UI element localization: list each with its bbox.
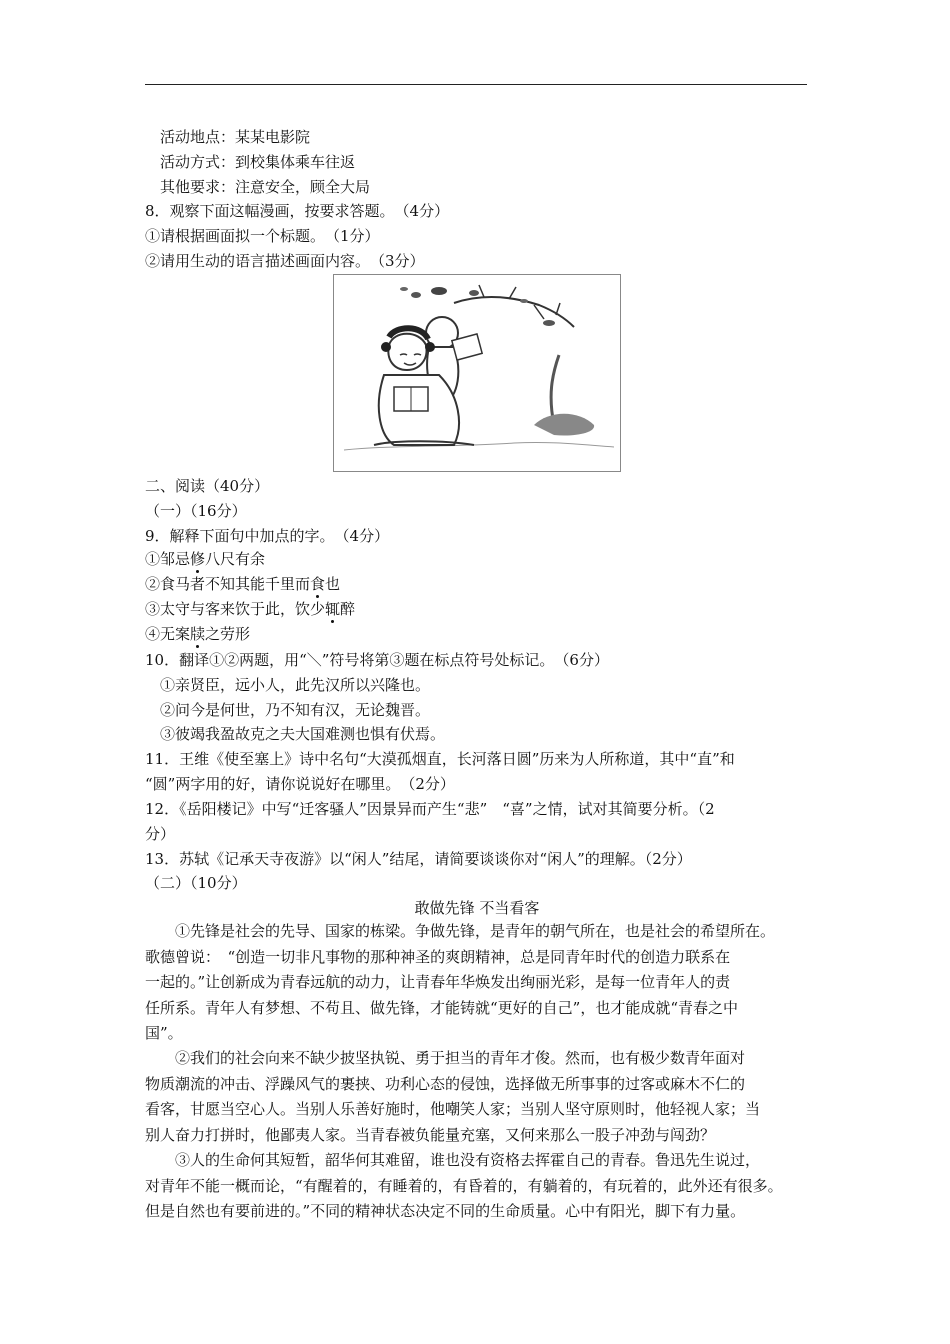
q9-title: 9．解释下面句中加点的字。 （4分） (145, 527, 390, 545)
part2-label: （二）（10分） (145, 874, 247, 892)
p1-line: ①先锋是社会的先导、国家的栋梁。争做先锋，是青年的朝气所在，也是社会的希望所在。 (145, 922, 776, 940)
q9-item4-post: 之劳形 (205, 625, 251, 643)
activity-other: 其他要求：注意安全，顾全大局 (160, 178, 371, 196)
q10-s3: ③彼竭我盈故克之夫大国难测也惧有伏焉。 (160, 725, 446, 743)
q9-item1-pre: ①邹忌 (145, 550, 191, 568)
section2-part1: （一）（16分） (145, 502, 247, 520)
q9-item1-dotted: 修 (190, 550, 206, 568)
q12-line1: 12．《岳阳楼记》中写“迁客骚人”因景异而产生“悲” “喜”之情，试对其简要分析。（2 (145, 800, 715, 818)
p1-line: 一起的。”让创新成为青春远航的动力，让青春年华焕发出绚丽光彩，是每一位青年人的责 (145, 973, 731, 991)
q9-item2-dotted: 食 (310, 575, 326, 593)
q11-line1: 11．王维《使至塞上》诗中名句“大漠孤烟直，长河落日圆”历来为人所称道，其中“直”和 (145, 750, 735, 768)
q9-item2-post: 也 (325, 575, 341, 593)
q9-item1-post: 八尺有余 (205, 550, 266, 568)
q9-item4 (145, 624, 250, 644)
q13-line1: 13．苏轼《记承天寺夜游》以“闲人”结尾，请简要谈谈你对“闲人”的理解。（2分） (145, 850, 692, 868)
p3-line: ③人的生命何其短暂，韶华何其难留，谁也没有资格去挥霍自己的青春。鲁迅先生说过， (145, 1151, 761, 1169)
p2-line: 别人奋力打拼时，他鄙夷人家。当青春被负能量充塞，又何来那么一股子冲劲与闯劲？ (145, 1125, 716, 1144)
q9-item2-pre: ②食马者不知其能千里而 (145, 575, 311, 593)
q8-title: 8．观察下面这幅漫画，按要求答题。 （4分） (145, 202, 450, 220)
p1-line: 任所系。青年人有梦想、不苟且、做先锋，才能铸就“更好的自己”，也才能成就“青春之中 (145, 998, 739, 1017)
q9-item4-dotted: 牍 (190, 625, 206, 643)
q10-s1: ①亲贤臣，远小人，此先汉所以兴隆也。 (160, 676, 431, 694)
cartoon-drawing (334, 275, 620, 471)
article-paragraph-3 (145, 1148, 809, 1225)
p2-line: ②我们的社会向来不缺少披坚执锐、勇于担当的青年才俊。然而，也有极少数青年面对 (145, 1049, 746, 1067)
p2-line: 物质潮流的冲击、浮躁风气的裹挟、功利心态的侵蚀，选择做无所事事的过客或麻木不仁的 (145, 1074, 746, 1093)
cartoon-image (333, 274, 621, 472)
header-rule (145, 84, 807, 85)
q11-line2: “圆”两字用的好，请你说说好在哪里。 （2分） (145, 775, 455, 793)
p2-line: 看客，甘愿当空心人。当别人乐善好施时，他嘲笑人家；当别人坚守原则时，他轻视人家；当 (145, 1100, 761, 1118)
q9-item3 (145, 599, 355, 619)
q8-sub2: ②请用生动的语言描述画面内容。 （3分） (145, 252, 425, 270)
article-paragraph-1 (145, 919, 809, 1047)
article-paragraph-2 (145, 1046, 809, 1148)
q10-s2: ②问今是何世，乃不知有汉，无论魏晋。 (160, 701, 431, 719)
q9-item3-pre: ③太守与客来饮于此，饮少 (145, 600, 326, 618)
activity-location: 活动地点：某某电影院 (160, 128, 311, 146)
q10-title: 10．翻译①②两题，用“＼”符号将第③题在标点符号处标记。 （6分） (145, 651, 609, 669)
q9-item3-dotted: 辄 (325, 600, 341, 618)
p1-line: 歌德曾说： “创造一切非凡事物的那种神圣的爽朗精神，总是同青年时代的创造力联系在 (145, 947, 731, 966)
q9-item2 (145, 574, 340, 594)
section2-title: 二、阅读（40分） (145, 477, 270, 495)
activity-method: 活动方式：到校集体乘车往返 (160, 153, 356, 171)
q9-item3-post: 醉 (340, 600, 356, 618)
p3-line: 但是自然也有要前进的。”不同的精神状态决定不同的生命质量。心中有阳光，脚下有力量。 (145, 1202, 746, 1220)
q9-item4-pre: ④无案 (145, 625, 191, 643)
article-title: 敢做先锋 不当看客 (414, 899, 540, 917)
q12-line2: 分） (145, 825, 176, 843)
q9-item1 (145, 549, 265, 569)
q8-sub1: ①请根据画面拟一个标题。 （1分） (145, 227, 380, 245)
p3-line: 对青年不能一概而论，“有醒着的，有睡着的，有昏着的，有躺着的，有玩着的，此外还有很多。 (145, 1176, 783, 1195)
p1-line: 国”。 (145, 1024, 183, 1042)
